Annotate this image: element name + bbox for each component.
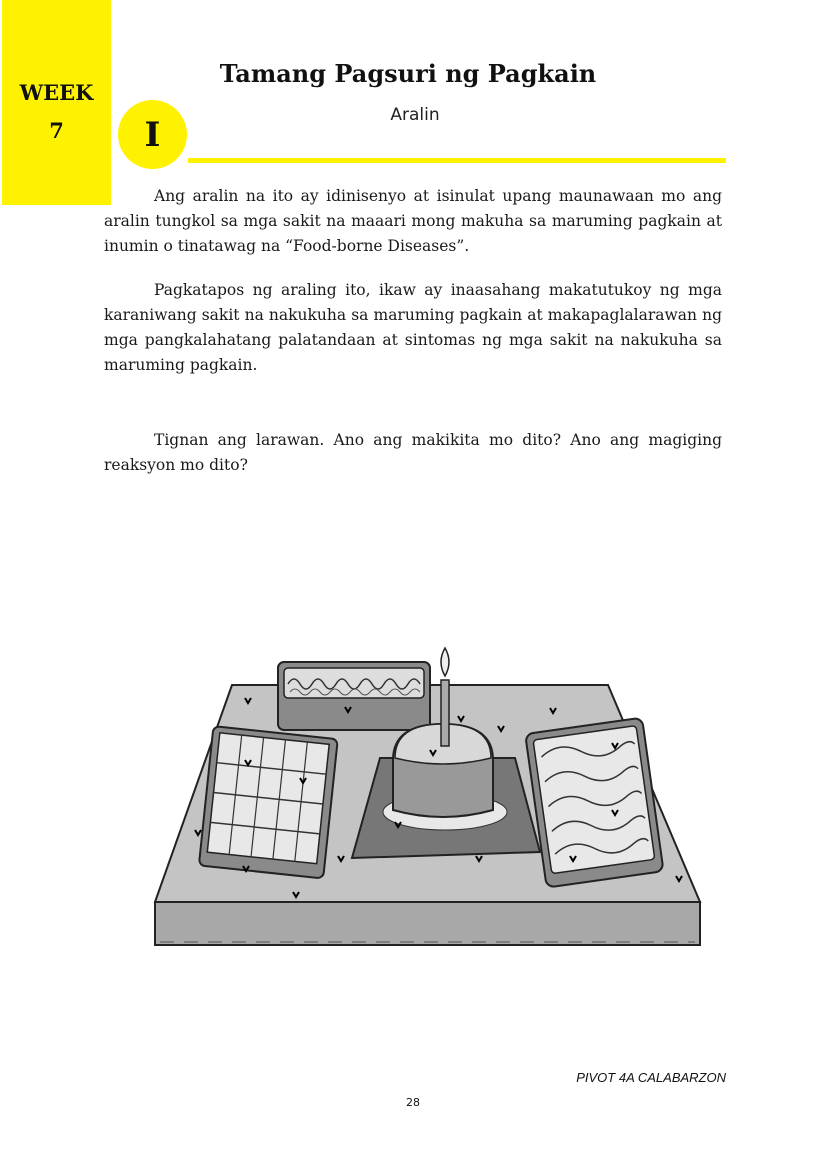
week-tab <box>2 0 111 205</box>
page-title: Tamang Pagsuri ng Pagkain <box>219 59 597 88</box>
week-label: WEEK <box>19 80 94 105</box>
bread-tray <box>199 726 338 878</box>
table-edge <box>155 902 700 945</box>
prompt-paragraph: Tignan ang larawan. Ano ang makikita mo dito? Ano ang magiging reaksyon mo dito? <box>104 431 722 474</box>
pasta-tray <box>525 718 663 888</box>
week-number: 7 <box>49 118 64 143</box>
section-marker: I <box>118 100 187 169</box>
title-divider <box>188 158 726 163</box>
footer-source: PIVOT 4A CALABARZON <box>576 1070 726 1085</box>
dirty-food-table-illustration <box>150 640 710 955</box>
objective-paragraph: Pagkatapos ng araling ito, ikaw ay inaasahang makatutukoy ng mga karaniwang sakit na nakukuha sa maruming pagkain at makapaglalarawan ng mga pangkalahatang palatandaan at sintomas ng mga sakit na nakukuha sa maruming pagkain. <box>104 281 722 374</box>
noodle-tray <box>278 662 430 730</box>
page-number: 28 <box>406 1096 420 1109</box>
intro-paragraph: Ang aralin na ito ay idinisenyo at isinulat upang maunawaan mo ang aralin tungkol sa mga sakit na maaari mong makuha sa maruming pagkain at inumin o tinatawag na “Food-borne Diseases”. <box>104 187 722 255</box>
page-subtitle: Aralin <box>390 105 440 125</box>
